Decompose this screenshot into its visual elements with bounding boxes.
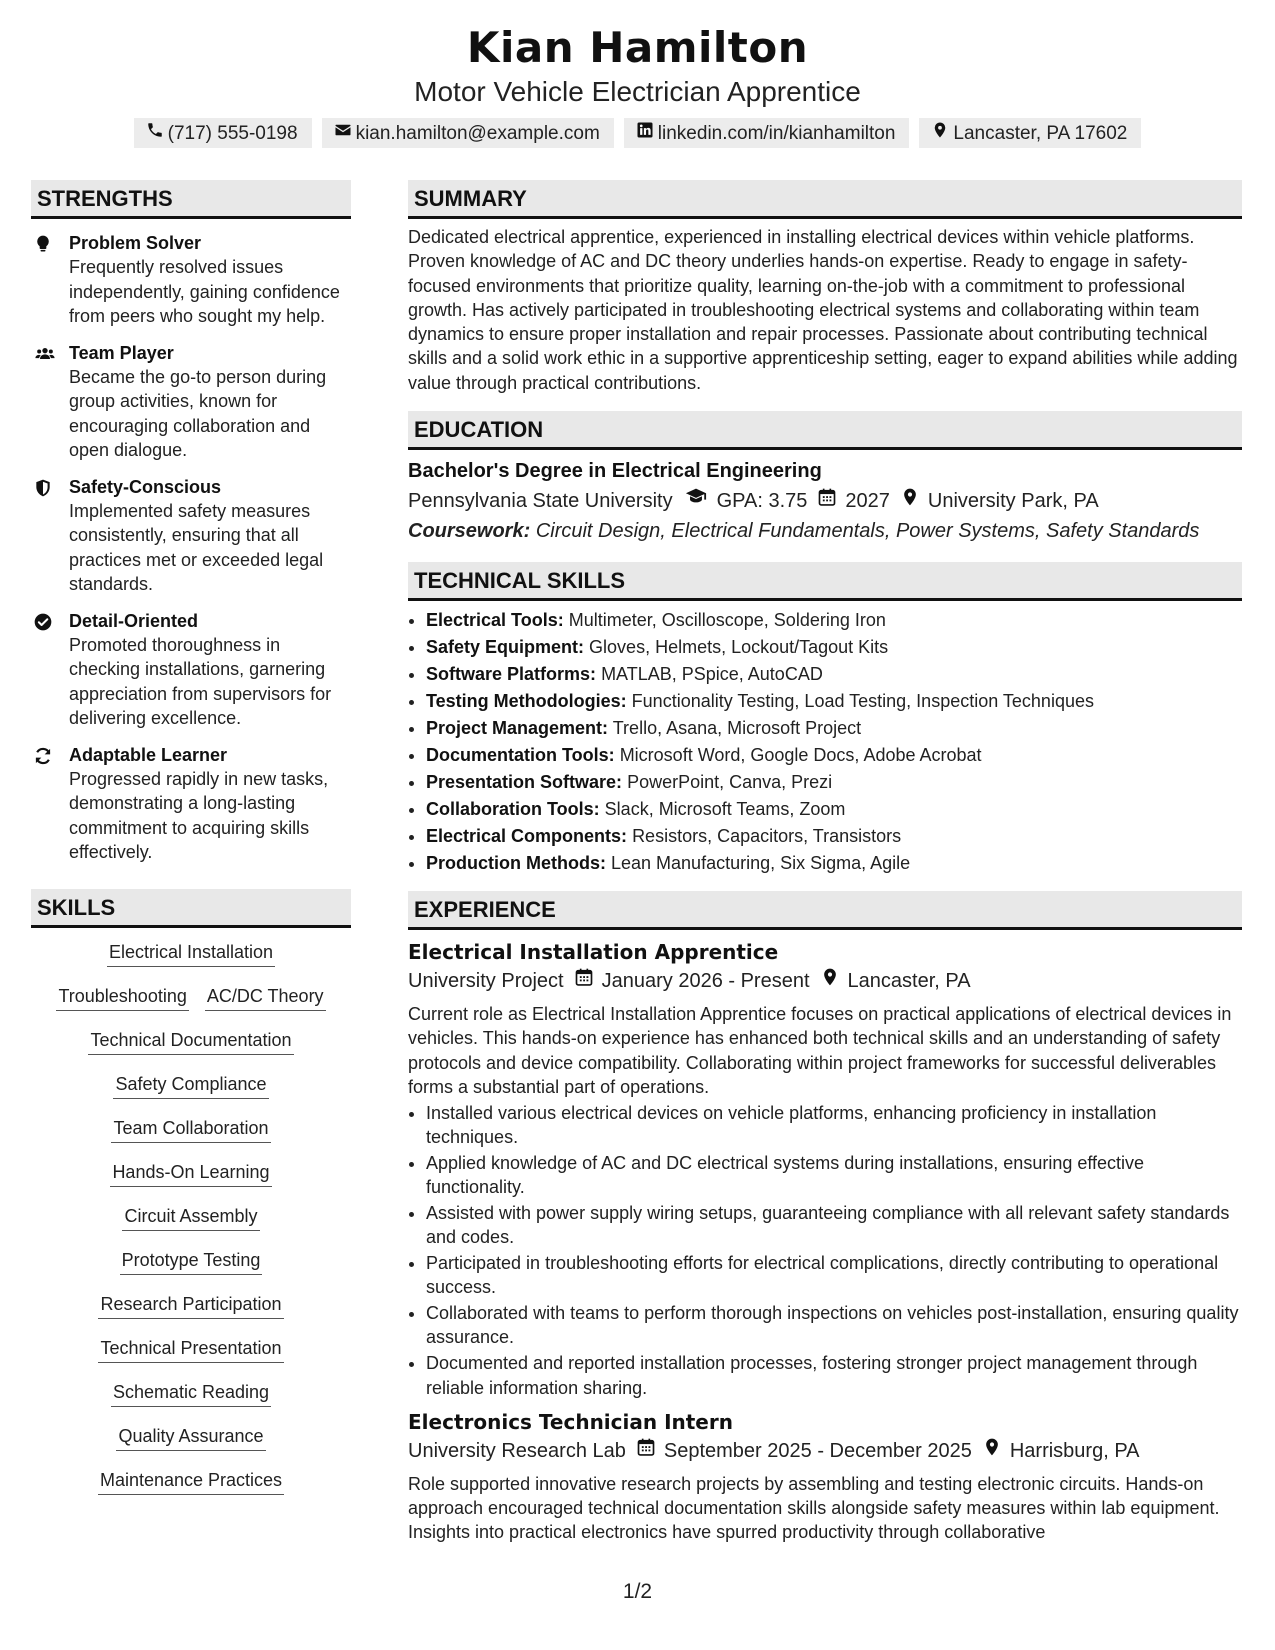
- job-dates: January 2026 - Present: [601, 970, 810, 993]
- tech-label: Electrical Components:: [426, 826, 628, 847]
- skill-tag: Maintenance Practices: [98, 1468, 284, 1495]
- skill-tag: Research Participation: [98, 1292, 283, 1319]
- tech-value: Slack, Microsoft Teams, Zoom: [604, 799, 846, 820]
- skill-tag: Technical Presentation: [98, 1336, 283, 1363]
- strength-title: Adaptable Learner: [69, 744, 228, 765]
- job-entry: [408, 938, 1242, 1400]
- strength-title: Problem Solver: [69, 233, 202, 253]
- job-org: University Research Lab: [408, 1439, 626, 1462]
- tech-label: Production Methods:: [426, 853, 606, 874]
- list-item: • Participated in troubleshooting efforts for electrical complications, directly contributing to operational success.: [426, 1251, 1242, 1300]
- strength-item: [31, 743, 351, 865]
- list-item: [426, 796, 1242, 823]
- tech-value: Resistors, Capacitors, Transistors: [632, 826, 902, 847]
- job-title: Electronics Technician Intern: [408, 1409, 733, 1434]
- strength-desc: Frequently resolved issues independently, gaining confidence from peers who sought my help.: [69, 257, 340, 326]
- contact-bar: [0, 118, 1275, 148]
- map-pin-icon: [972, 1436, 1010, 1466]
- job-location: Harrisburg, PA: [1009, 1439, 1140, 1462]
- list-item: [426, 688, 1242, 715]
- skill-tag: AC/DC Theory: [205, 984, 326, 1011]
- degree-title: Bachelor's Degree in Electrical Engineering: [408, 460, 822, 483]
- gpa-value: GPA: 3.75: [716, 489, 808, 512]
- contact-location-text: Lancaster, PA 17602: [953, 122, 1128, 144]
- tech-value: Functionality Testing, Load Testing, Inspection Techniques: [631, 691, 1094, 712]
- job-org: University Project: [408, 970, 564, 993]
- left-column: [31, 180, 351, 1512]
- users-icon: [31, 341, 69, 463]
- skill-tag: Hands-On Learning: [110, 1160, 271, 1187]
- job-dates: September 2025 - December 2025: [663, 1439, 972, 1462]
- job-title: Electrical Installation Apprentice: [408, 940, 779, 965]
- resume-header: [0, 22, 1275, 148]
- candidate-name: Kian Hamilton: [466, 23, 809, 72]
- summary-text: Dedicated electrical apprentice, experienced in installing electrical devices within vehicle platforms. Proven knowledge of AC and DC theory underlies hands-on expertise. Ready to engage in safety-focused environments that prioritize quality, learning on-the-job with a commitment to professional growth. Has actively participated in troubleshooting electrical systems and collaborating within team dynamics to ensure proper installation and repair processes. Passionate about contributing technical skills and a solid work ethic in a supportive apprenticeship setting, eager to expand abilities while adding value through practical contributions.: [408, 227, 1238, 393]
- contact-email-text: kian.hamilton@example.com: [355, 122, 600, 144]
- linkedin-icon: [636, 121, 654, 145]
- skills-list: [31, 940, 351, 1512]
- tech-label: Safety Equipment:: [426, 637, 585, 658]
- job-meta: [408, 966, 1242, 996]
- strength-title: Safety-Conscious: [69, 476, 222, 497]
- skill-tag: Team Collaboration: [111, 1116, 270, 1143]
- page-number: 1/2: [622, 1580, 653, 1603]
- skill-tag: Electrical Installation: [107, 940, 275, 967]
- list-item: • Applied knowledge of AC and DC electrical systems during installations, ensuring effective functionality.: [426, 1151, 1242, 1200]
- contact-email[interactable]: [322, 118, 614, 148]
- coursework-list: Circuit Design, Electrical Fundamentals, Power Systems, Safety Standards: [535, 520, 1200, 543]
- calendar-icon: [564, 966, 602, 996]
- job-entry: [408, 1408, 1242, 1545]
- tech-value: Lean Manufacturing, Six Sigma, Agile: [611, 853, 911, 874]
- map-pin-icon: [890, 486, 928, 516]
- tech-value: Gloves, Helmets, Lockout/Tagout Kits: [589, 637, 889, 658]
- experience-heading: EXPERIENCE: [408, 891, 1242, 930]
- coursework-label: Coursework:: [408, 520, 531, 543]
- check-circle-icon: [31, 609, 69, 731]
- skill-tag: Circuit Assembly: [122, 1204, 259, 1231]
- calendar-icon: [626, 1436, 664, 1466]
- list-item: • Installed various electrical devices on vehicle platforms, enhancing proficiency in installation techniques.: [426, 1101, 1242, 1150]
- education-heading: EDUCATION: [408, 411, 1242, 450]
- list-item: • Collaborated with teams to perform thorough inspections on vehicles post-installation, ensuring quality assurance.: [426, 1301, 1242, 1350]
- graduation-year: 2027: [845, 489, 890, 512]
- map-pin-icon: [810, 966, 848, 996]
- tech-label: Documentation Tools:: [426, 745, 615, 766]
- envelope-icon: [334, 121, 352, 145]
- list-item: [426, 715, 1242, 742]
- education-meta: [408, 485, 1242, 516]
- list-item: [426, 607, 1242, 634]
- tech-value: PowerPoint, Canva, Prezi: [627, 772, 833, 793]
- tech-label: Software Platforms:: [426, 664, 597, 685]
- shield-icon: [31, 475, 69, 597]
- strengths-heading: STRENGTHS: [31, 180, 351, 219]
- list-item: [426, 850, 1242, 877]
- job-location: Lancaster, PA: [847, 970, 971, 993]
- strength-item: [31, 341, 351, 463]
- contact-phone-text: (717) 555-0198: [167, 122, 298, 144]
- strength-title: Team Player: [69, 342, 174, 363]
- tech-label: Presentation Software:: [426, 772, 623, 793]
- job-meta: [408, 1436, 1242, 1466]
- tech-value: Trello, Asana, Microsoft Project: [612, 718, 862, 739]
- tech-label: Project Management:: [426, 718, 609, 739]
- school-location: University Park, PA: [927, 489, 1099, 512]
- tech-label: Collaboration Tools:: [426, 799, 600, 820]
- strength-item: [31, 609, 351, 731]
- list-item: • Assisted with power supply wiring setups, guaranteeing compliance with all relevant safety standards and codes.: [426, 1201, 1242, 1250]
- list-item: • Documented and reported installation processes, fostering stronger project management through reliable information sharing.: [426, 1351, 1242, 1400]
- contact-location: [919, 118, 1141, 148]
- tech-value: Multimeter, Oscilloscope, Soldering Iron: [568, 610, 886, 631]
- skill-tag: Technical Documentation: [88, 1028, 293, 1055]
- contact-linkedin[interactable]: [624, 118, 910, 148]
- graduation-cap-icon: [673, 485, 717, 516]
- technical-skills-heading: TECHNICAL SKILLS: [408, 562, 1242, 601]
- coursework: [408, 516, 1242, 546]
- job-description: Current role as Electrical Installation Apprentice focuses on practical applications of electrical devices in vehicles. This hands-on experience has enhanced both technical skills and an understanding of safety protocols and device compatibility. Collaborating within project frameworks for successful deliverables forms a substantial part of operations.: [408, 1004, 1232, 1097]
- strength-item: [31, 475, 351, 597]
- sync-icon: [31, 743, 69, 865]
- contact-linkedin-text: linkedin.com/in/kianhamilton: [657, 122, 896, 144]
- tech-value: Microsoft Word, Google Docs, Adobe Acrobat: [619, 745, 982, 766]
- technical-skills-list: [408, 607, 1242, 877]
- skills-heading: SKILLS: [31, 889, 351, 928]
- summary-heading: SUMMARY: [408, 180, 1242, 219]
- tech-label: Electrical Tools:: [426, 610, 564, 631]
- strength-desc: Became the go-to person during group activities, known for encouraging collaboration and open dialogue.: [69, 366, 327, 460]
- contact-phone[interactable]: [134, 118, 312, 148]
- strength-title: Detail-Oriented: [69, 610, 199, 631]
- list-item: [426, 823, 1242, 850]
- strength-desc: Promoted thoroughness in checking installations, garnering appreciation from supervisors for delivering excellence.: [69, 634, 332, 728]
- strength-desc: Implemented safety measures consistently, ensuring that all practices met or exceeded legal standards.: [69, 500, 324, 594]
- phone-icon: [146, 121, 164, 145]
- candidate-title: Motor Vehicle Electrician Apprentice: [414, 76, 861, 107]
- job-description: Role supported innovative research projects by assembling and testing electronic circuits. Hands-on approach encouraged technical documentation skills alongside safety measures within lab equipment. Insights into practical electronics have spurred productivity through collaborative: [408, 1473, 1220, 1543]
- list-item: [426, 661, 1242, 688]
- map-pin-icon: [931, 121, 949, 145]
- lightbulb-icon: [31, 231, 69, 329]
- calendar-icon: [807, 486, 845, 516]
- list-item: [426, 742, 1242, 769]
- strength-desc: Progressed rapidly in new tasks, demonstrating a long-lasting commitment to acquiring skills effectively.: [69, 768, 329, 862]
- right-column: [408, 180, 1242, 1545]
- skill-tag: Prototype Testing: [120, 1248, 263, 1275]
- job-bullets: [408, 1101, 1242, 1400]
- skill-tag: Safety Compliance: [113, 1072, 268, 1099]
- school-name: Pennsylvania State University: [408, 489, 673, 512]
- tech-value: MATLAB, PSpice, AutoCAD: [601, 664, 823, 685]
- tech-label: Testing Methodologies:: [426, 691, 627, 712]
- skill-tag: Quality Assurance: [116, 1424, 265, 1451]
- skill-tag: Schematic Reading: [111, 1380, 271, 1407]
- skill-tag: Troubleshooting: [56, 984, 188, 1011]
- list-item: [426, 769, 1242, 796]
- strength-item: [31, 231, 351, 329]
- list-item: [426, 634, 1242, 661]
